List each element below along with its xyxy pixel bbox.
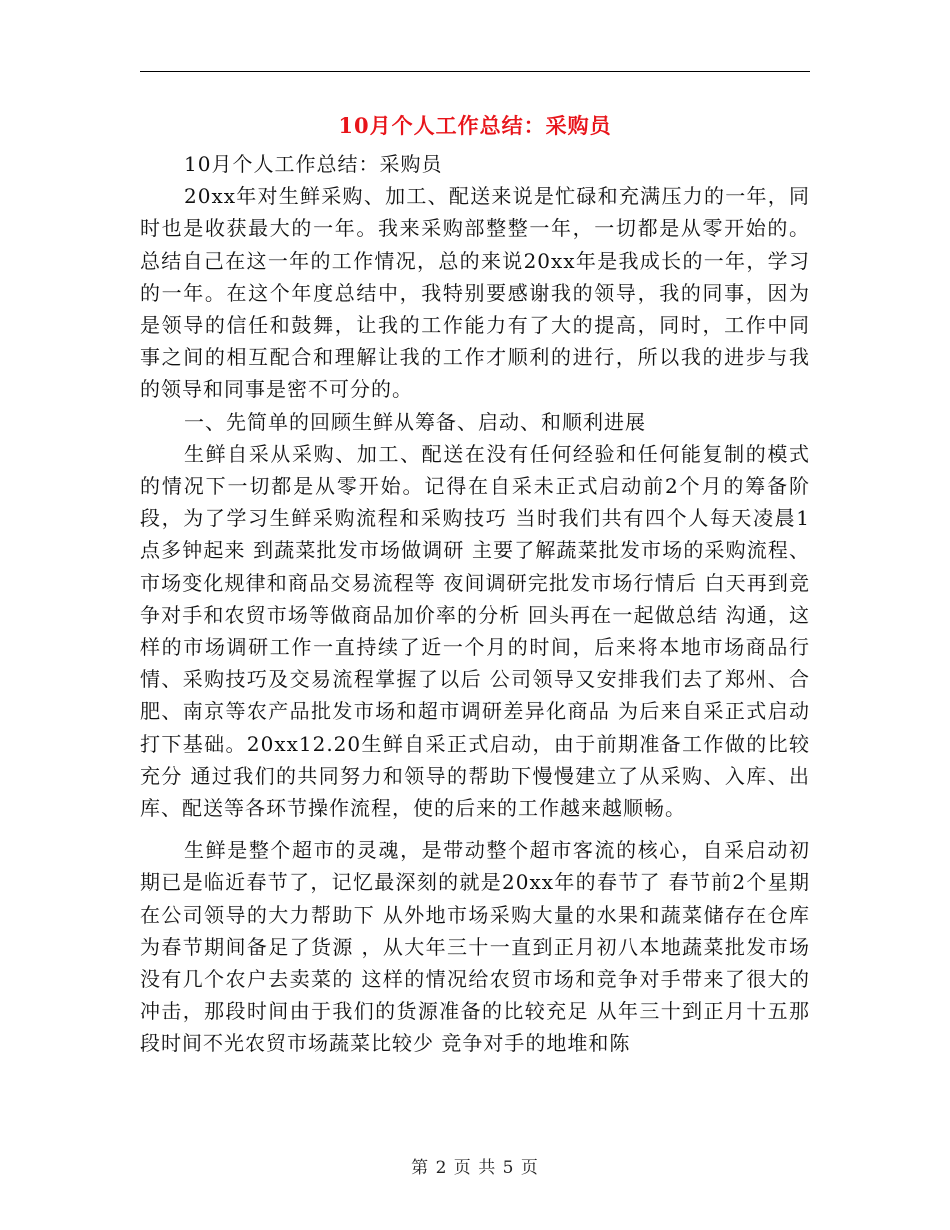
header-rule <box>140 71 810 72</box>
paragraph-spring-festival: 生鲜是整个超市的灵魂，是带动整个超市客流的核心，自采启动初期已是临近春节了，记忆最深刻的就是20xx年的春节了 春节前2个星期在公司领导的大力帮助下 从外地市场采购大量的水果和蔬菜储存在仓库 为春节期间备足了货源 ，从大年三十一直到正月初八本地蔬菜批发市场没有几个农户去卖菜的 这样的情况给农贸市场和竞争对手带来了很大的冲击，那段时间由于我们的货源准备的比较充足 从年三十到正月十五那段时间不光农贸市场蔬菜比较少 竞争对手的地堆和陈 <box>140 838 810 1056</box>
section-heading: 一、先简单的回顾生鲜从筹备、启动、和顺利进展 <box>184 409 646 434</box>
page-number-footer: 第 2 页 共 5 页 <box>411 1158 539 1178</box>
paragraph-subtitle: 10月个人工作总结：采购员 <box>184 152 443 176</box>
document-body <box>140 148 810 1060</box>
document-title: 10月个人工作总结：采购员 <box>338 113 612 138</box>
paragraph-intro: 20xx年对生鲜采购、加工、配送来说是忙碌和充满压力的一年，同时也是收获最大的一年。我来采购部整整一年，一切都是从零开始的。总结自己在这一年的工作情况，总的来说20xx年是我成长的一年，学习的一年。在这个年度总结中，我特别要感谢我的领导，我的同事，因为是领导的信任和鼓舞，让我的工作能力有了大的提高，同时，工作中同事之间的相互配合和理解让我的工作才顺利的进行，所以我的进步与我的领导和同事是密不可分的。 <box>140 184 810 402</box>
paragraph-review: 生鲜自采从采购、加工、配送在没有任何经验和任何能复制的模式的情况下一切都是从零开始。记得在自采未正式启动前2个月的筹备阶段，为了学习生鲜采购流程和采购技巧 当时我们共有四个人每天凌晨1点多钟起来 到蔬菜批发市场做调研 主要了解蔬菜批发市场的采购流程、市场变化规律和商品交易流程等 夜间调研完批发市场行情后 白天再到竞争对手和农贸市场等做商品加价率的分析 回头再在一起做总结 沟通，这样的市场调研工作一直持续了近一个月的时间，后来将本地市场商品行情、采购技巧及交易流程掌握了以后 公司领导又安排我们去了郑州、合肥、南京等农产品批发市场和超市调研差异化商品 为后来自采正式启动打下基础。20xx12.20生鲜自采正式启动，由于前期准备工作做的比较充分 通过我们的共同努力和领导的帮助下慢慢建立了从采购、入库、出库、配送等各环节操作流程，使的后来的工作越来越顺畅。 <box>140 441 810 821</box>
